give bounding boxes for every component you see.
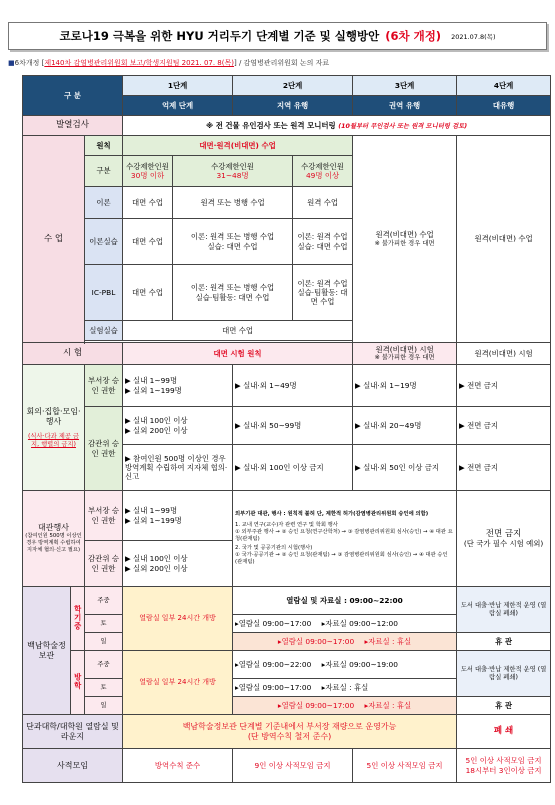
theory-label: 이론 [85, 187, 123, 219]
vacation-s1: 열람실 일부 24시간 개방 [123, 651, 233, 715]
vacation-weekday: 주중 [85, 651, 123, 679]
stage3-number: 3단계 [353, 76, 457, 96]
meeting-com-s4: ▶ 전면 금지 [457, 407, 551, 445]
bigevent-s4: 전면 금지 (단 국가 필수 시험 예외) [457, 491, 551, 587]
semester-s4: 도서 대출·반납 제한적 운영 (열람실 폐쇄) [457, 587, 551, 633]
theory-practice-s2: 이론: 원격 또는 병행 수업 실습: 대면 수업 [173, 219, 293, 265]
meeting-dept-s2: ▶ 실내·외 1~49명 [233, 365, 353, 407]
library-label: 백남학술정보관 [23, 587, 71, 715]
meeting-committee-label: 감관위 승인 권한 [85, 407, 123, 491]
stage1-number: 1단계 [123, 76, 233, 96]
theory-practice-s3: 이론: 원격 수업 실습: 대면 수업 [293, 219, 353, 265]
bigevent-com-s1: ▶ 실내 100인 이상 ▶ 실외 200인 이상 [123, 541, 233, 587]
principle-text: 대면·원격(비대면) 수업 [123, 136, 353, 156]
bigevent-label: 대관행사 (참여인원 500명 이상인 경우 방역계획 수립하여 지자체 협의·신고 필요) [23, 491, 85, 587]
vacation-s4: 도서 대출·반납 제한적 운영 (열람실 폐쇄) [457, 651, 551, 697]
semester-sun-hours: ▸열람실 09:00~17:00 ▸자료실 : 휴실 [233, 633, 457, 651]
revision-source-link: 제140차 감염병관리위원회 보고/학생지원팀 2021. 07. 8(목) [44, 59, 234, 67]
theory-s1: 대면 수업 [123, 187, 173, 219]
division-2: 수강제한인원 31~48명 [173, 156, 293, 187]
college-label: 단과대학/대학원 열람실 및 라운지 [23, 715, 123, 749]
revision-badge: (6차 개정) [385, 29, 442, 43]
private-s3: 5인 이상 사적모임 금지 [353, 749, 457, 783]
bigevent-dept-s1: ▶ 실내 1~99명 ▶ 실외 1~199명 [123, 491, 233, 541]
semester-weekday: 주중 [85, 587, 123, 615]
vacation-sun-hours: ▸열람실 09:00~17:00 ▸자료실 : 휴실 [233, 697, 457, 715]
vacation-label: 방학 [71, 651, 85, 715]
stage1-name: 억제 단계 [123, 96, 233, 116]
stage4-name: 대유행 [457, 96, 551, 116]
vacation-sat-hours: ▸열람실 09:00~17:00 ▸자료실 : 휴실 [233, 679, 457, 697]
exam-s3: 원격(비대면) 시험 ※ 불가피한 경우 대면 [353, 343, 457, 365]
meeting-dept-s4: ▶ 전면 금지 [457, 365, 551, 407]
icpbl-s2: 이론: 원격 또는 병행 수업 실습·팀활동: 대면 수업 [173, 265, 293, 321]
fever-text: ※ 전 건물 유인검사 또는 원격 모니터링 (10월부터 무인검사 또는 원격 모니터링 검토) [123, 116, 551, 136]
principle-label: 원칙 [85, 136, 123, 156]
meeting-label: 회의·집합·모임·행사 (식사·다과 제공 금지, 행렬의 금지) [23, 365, 85, 491]
lab-s123: 대면 수업 [123, 321, 353, 341]
meeting-com-s1: ▶ 실내 100인 이상 ▶ 실외 200인 이상 [123, 407, 233, 445]
meeting-com-s3: ▶ 실내·외 20~49명 [353, 407, 457, 445]
semester-label: 학기중 [71, 587, 85, 651]
class-stage4: 원격(비대면) 수업 [457, 136, 551, 343]
theory-practice-label: 이론실습 [85, 219, 123, 265]
private-s2: 9인 이상 사적모임 금지 [233, 749, 353, 783]
private-s1: 방역수칙 준수 [123, 749, 233, 783]
vacation-weekday-hours: ▸열람실 09:00~22:00 ▸자료실 09:00~19:00 [233, 651, 457, 679]
meeting-dept-s1: ▶ 실내 1~99명 ▶ 실외 1~199명 [123, 365, 233, 407]
semester-weekday-hours: 열람실 및 자료실 : 09:00~22:00 [233, 587, 457, 615]
class-stage3: 원격(비대면) 수업 ※ 불가피한 경우 대면 [353, 136, 457, 343]
bigevent-s23: 외부기관 대관, 행사 : 원칙적 불허 단, 제한적 허가(감염병관리위원회 승인에 의함) 1. 교내 연구(교수)자 관련 연구 및 학회 행사 ① 외부주관 행사 → ② 승인 요청(연구산학처) → ③ 감염병관리위원회 심사(승인) → ④ 대관 요청(관재팀) 2. 국가 및 공공기관의 시험(행사) ① 국가·공공기관 → ② 승인 요청(관재팀) → ③ 감염병관리위원회 심사(승인) → ④ 대관 승인(관재팀) [233, 491, 457, 587]
meeting-com2-s3: ▶ 실내·외 50인 이상 금지 [353, 445, 457, 491]
square-bullet-icon: ■ [8, 59, 15, 67]
theory-s2: 원격 또는 병행 수업 [173, 187, 293, 219]
stage2-number: 2단계 [233, 76, 353, 96]
bigevent-dept-label: 부서장 승인 권한 [85, 491, 123, 541]
title-box [8, 22, 547, 50]
meeting-com2-s2: ▶ 실내·외 100인 이상 금지 [233, 445, 353, 491]
meeting-com2-s1: ▶ 참여인원 500명 이상인 경우 방역계획 수립하여 지자체 협의·신고 [123, 445, 233, 491]
private-s4: 5인 이상 사적모임 금지 18시부터 3인이상 금지 [457, 749, 551, 783]
gubun-header: 구 분 [23, 76, 123, 116]
theory-practice-s1: 대면 수업 [123, 219, 173, 265]
college-text: 백남학술정보관 단계별 기준내에서 부서장 재량으로 운영가능 (단 방역수칙 철저 준수) [123, 715, 457, 749]
semester-sat: 토 [85, 615, 123, 633]
semester-sun: 일 [85, 633, 123, 651]
meeting-com2-s4: ▶ 전면 금지 [457, 445, 551, 491]
exam-label: 시 험 [23, 343, 123, 365]
distancing-table [22, 75, 551, 783]
vacation-sat: 토 [85, 679, 123, 697]
class-label: 수 업 [23, 136, 85, 343]
stage2-name: 지역 유행 [233, 96, 353, 116]
lab-label: 실험실습 [85, 321, 123, 341]
fever-label: 발열검사 [23, 116, 123, 136]
icpbl-s1: 대면 수업 [123, 265, 173, 321]
semester-sat-hours: ▸열람실 09:00~17:00 ▸자료실 09:00~12:00 [233, 615, 457, 633]
division-1: 수강제한인원 30명 이하 [123, 156, 173, 187]
stage4-number: 4단계 [457, 76, 551, 96]
bigevent-committee-label: 감관위 승인 권한 [85, 541, 123, 587]
meeting-dept-s3: ▶ 실내·외 1~19명 [353, 365, 457, 407]
college-s4: 폐 쇄 [457, 715, 551, 749]
exam-s4: 원격(비대면) 시험 [457, 343, 551, 365]
division-3: 수강제한인원 49명 이상 [293, 156, 353, 187]
meeting-dept-label: 부서장 승인 권한 [85, 365, 123, 407]
revision-note: ■6차개정 [제140차 감염병관리위원회 보고/학생지원팀 2021. 07. 8(목)] / 감염병관리위원회 논의 자료 [8, 59, 330, 67]
semester-s4-sun: 휴 관 [457, 633, 551, 651]
exam-s12: 대면 시험 원칙 [123, 343, 353, 365]
document-date: 2021.07.8(목) [451, 32, 496, 41]
page-title: 코로나19 극복을 위한 HYU 거리두기 단계별 기준 및 실행방안 [59, 29, 380, 43]
division-label: 구분 [85, 156, 123, 187]
icpbl-s3: 이론: 원격 수업 실습·팀활동: 대면 수업 [293, 265, 353, 321]
vacation-s4-sun: 휴 관 [457, 697, 551, 715]
theory-s3: 원격 수업 [293, 187, 353, 219]
meeting-com-s2: ▶ 실내·외 50~99명 [233, 407, 353, 445]
vacation-sun: 일 [85, 697, 123, 715]
private-label: 사적모임 [23, 749, 123, 783]
semester-s1: 열람실 일부 24시간 개방 [123, 587, 233, 651]
icpbl-label: IC-PBL [85, 265, 123, 321]
stage3-name: 권역 유행 [353, 96, 457, 116]
